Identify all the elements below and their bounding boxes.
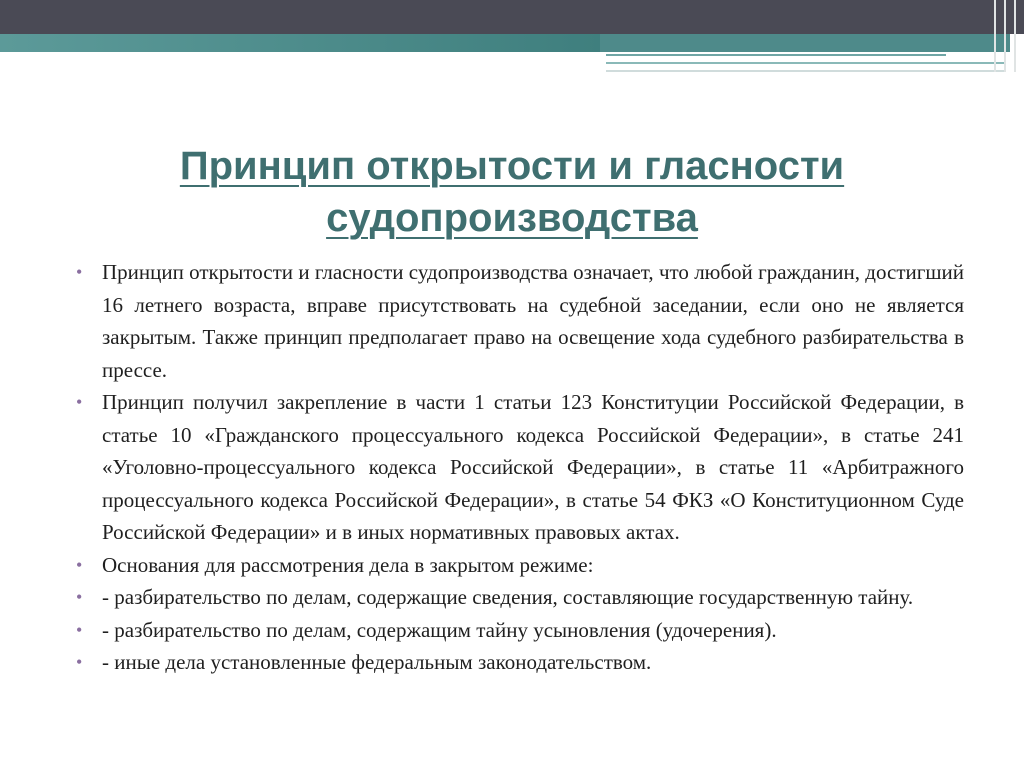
slide-title — [40, 140, 984, 244]
bullet-icon: • — [76, 587, 83, 607]
bullet-icon: • — [76, 262, 83, 282]
bullet-list — [76, 256, 964, 679]
slide-title-line: Принцип открытости и гласности — [179, 144, 845, 188]
list-item-text: Основания для рассмотрения дела в закрытом режиме: — [102, 552, 594, 577]
slide-title-line: судопроизводства — [326, 196, 698, 240]
list-item — [76, 581, 964, 614]
header-line — [606, 54, 946, 56]
list-item-text: Принцип открытости и гласности судопроизводства означает, что любой гражданин, достигший 16 летнего возраста, вправе присутствовать на судебной заседании, если оно не является закрытым. Также принцип предполагает право на освещение хода судебного разбирательства в прессе. — [102, 260, 964, 382]
header-teal-gradient — [0, 34, 600, 52]
header-vertical-line — [994, 0, 996, 72]
list-item — [76, 256, 964, 386]
bullet-icon: • — [76, 392, 83, 412]
list-item — [76, 614, 964, 647]
list-item — [76, 646, 964, 679]
list-item-text: - иные дела установленные федеральным законодательством. — [102, 650, 652, 674]
list-item-text: Принцип получил закрепление в части 1 статьи 123 Конституции Российской Федерации, в статье 10 «Гражданского процессуального кодекса Российской Федерации», в статье 241 «Уголовно-процессуального кодекса Российской Федерации», в статье 11 «Арбитражного процессуального кодекса Российской Федерации», в статье 54 ФКЗ «О Конституционном Суде Российской Федерации» и в иных нормативных правовых актах. — [102, 390, 964, 544]
list-item-text: - разбирательство по делам, содержащим тайну усыновления (удочерения). — [102, 617, 777, 642]
list-item — [76, 386, 964, 549]
bullet-icon: • — [76, 554, 83, 575]
header-line — [606, 70, 1004, 72]
header-vertical-line — [1004, 0, 1006, 72]
bullet-icon: • — [76, 619, 83, 640]
header-vertical-line — [1014, 0, 1016, 72]
header-line — [606, 62, 1004, 64]
list-item-text: - разбирательство по делам, содержащие сведения, составляющие государственную тайну. — [102, 585, 914, 609]
list-item — [76, 549, 964, 582]
bullet-icon: • — [76, 652, 83, 672]
header-dark-bar — [0, 0, 1024, 34]
